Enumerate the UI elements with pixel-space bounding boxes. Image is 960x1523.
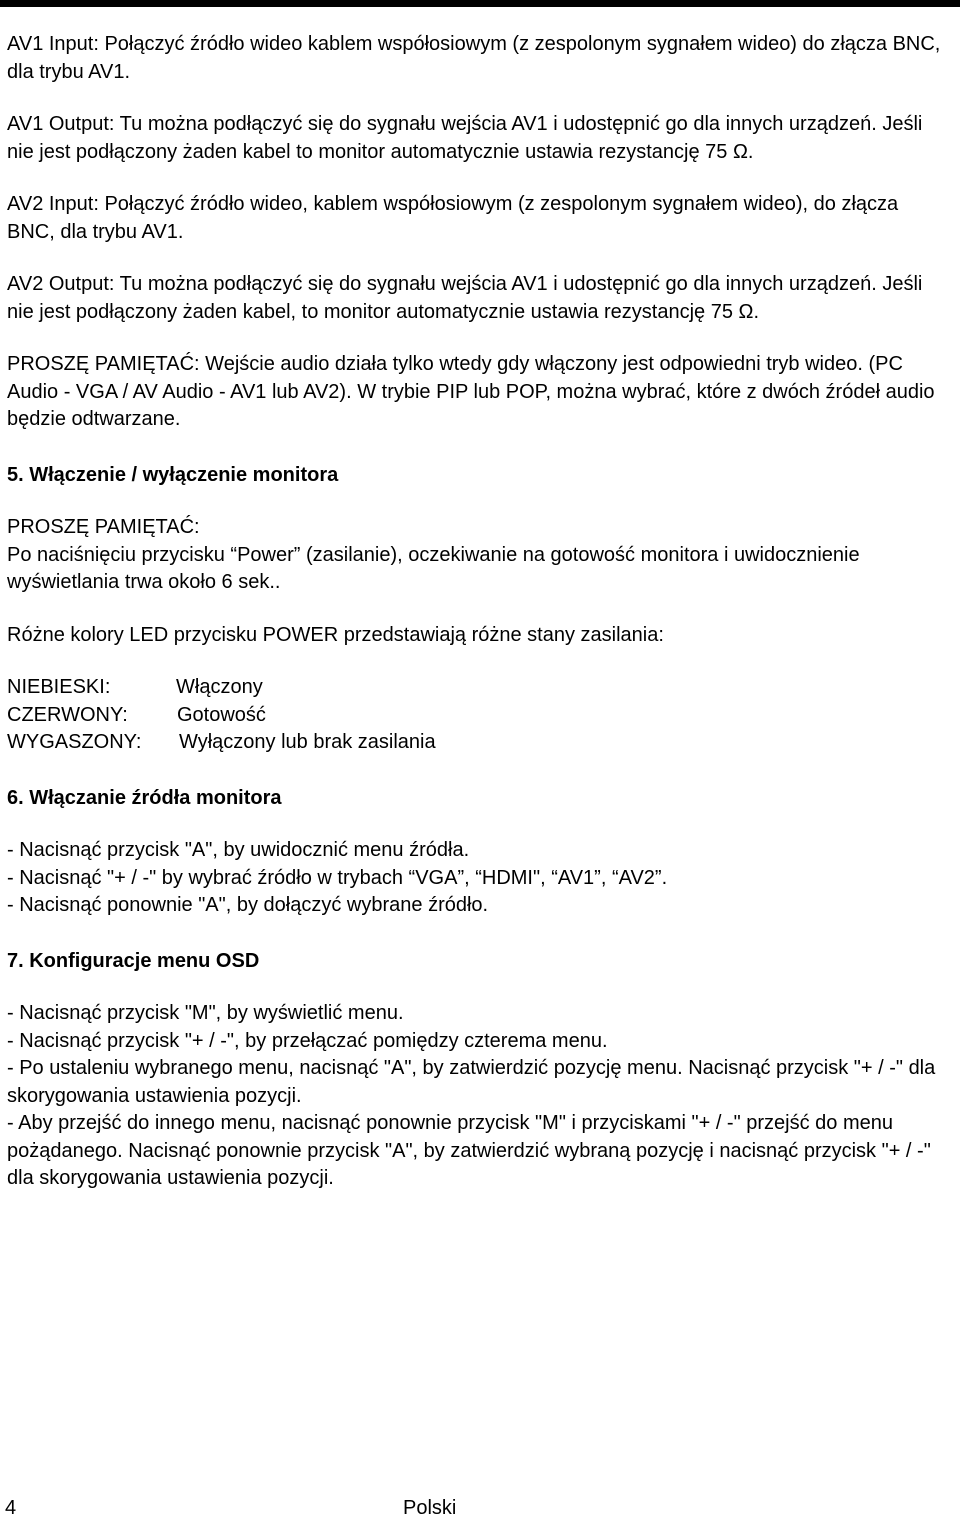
top-rule [0,0,960,7]
list-item: - Aby przejść do innego menu, nacisnąć ponownie przycisk "M" i przyciskami "+ / -" przejść do menu pożądanego. Nacisnąć ponownie przycisk "A", by zatwierdzić wybraną pozycję i nacisnąć przycisk "+ / -" dla skorygowania ustawienia pozycji. [7,1112,931,1189]
list-item: - Nacisnąć przycisk "M", by wyświetlić menu. [7,1002,404,1024]
section-6-steps [7,837,947,920]
av2-input-paragraph: AV2 Input: Połączyć źródło wideo, kablem współosiowym (z zespolonym sygnałem wideo), do złącza BNC, dla trybu AV1. [7,193,899,243]
list-item: - Po ustaleniu wybranego menu, nacisnąć "A", by zatwierdzić pozycję menu. Nacisnąć przycisk "+ / -" dla skorygowania ustawienia pozycji. [7,1057,936,1107]
document-body [7,31,947,1193]
section-5-heading: 5. Włączenie / wyłączenie monitora [7,463,339,486]
led-state-row [7,702,947,730]
av2-output-paragraph: AV2 Output: Tu można podłączyć się do sygnału wejścia AV1 i udostępnić go dla innych urządzeń. Jeśli nie jest podłączony żaden kabel, to monitor automatycznie ustawia rezystancję 75 Ω. [7,273,923,323]
led-intro: Różne kolory LED przycisku POWER przedstawiają różne stany zasilania: [7,623,664,646]
av1-output-paragraph: AV1 Output: Tu można podłączyć się do sygnału wejścia AV1 i udostępnić go dla innych urządzeń. Jeśli nie jest podłączony żaden kabel to monitor automatycznie ustawia rezystancję 75 Ω. [7,113,923,163]
led-state-value: Włączony [176,676,263,698]
led-state-list [7,674,947,757]
audio-note-paragraph: PROSZĘ PAMIĘTAĆ: Wejście audio działa tylko wtedy gdy włączony jest odpowiedni tryb wideo. (PC Audio - VGA / AV Audio - AV1 lub AV2). W trybie PIP lub POP, można wybrać, które z dwóch źródeł audio będzie odtwarzane. [7,353,935,430]
section-5-note-text: Po naciśnięciu przycisku “Power” (zasilanie), oczekiwanie na gotowość monitora i uwidocznienie wyświetlania trwa około 6 sek.. [7,543,860,593]
section-5-note-label: PROSZĘ PAMIĘTAĆ: [7,516,200,538]
led-color-label: CZERWONY: [7,703,128,726]
led-color-label: NIEBIESKI: [7,676,111,698]
led-color-label: WYGASZONY: [7,731,142,753]
list-item: - Nacisnąć ponownie "A", by dołączyć wybrane źródło. [7,894,489,916]
page-footer [0,1495,960,1522]
list-item: - Nacisnąć przycisk "A", by uwidocznić menu źródła. [7,839,470,861]
footer-language: Polski [403,1497,457,1519]
av1-input-paragraph: AV1 Input: Połączyć źródło wideo kablem współosiowym (z zespolonym sygnałem wideo) do złącza BNC, dla trybu AV1. [7,33,941,83]
led-state-row [7,674,947,702]
list-item: - Nacisnąć "+ / -" by wybrać źródło w trybach “VGA”, “HDMI", “AV1”, “AV2”. [7,866,668,889]
led-state-value: Wyłączony lub brak zasilania [179,731,436,753]
section-7-heading: 7. Konfiguracje menu OSD [7,949,260,972]
section-7-steps [7,1000,947,1193]
led-state-value: Gotowość [177,703,266,726]
page-number: 4 [5,1497,17,1519]
section-6-heading: 6. Włączanie źródła monitora [7,786,282,809]
list-item: - Nacisnąć przycisk "+ / -", by przełączać pomiędzy czterema menu. [7,1029,608,1052]
led-state-row [7,729,947,757]
